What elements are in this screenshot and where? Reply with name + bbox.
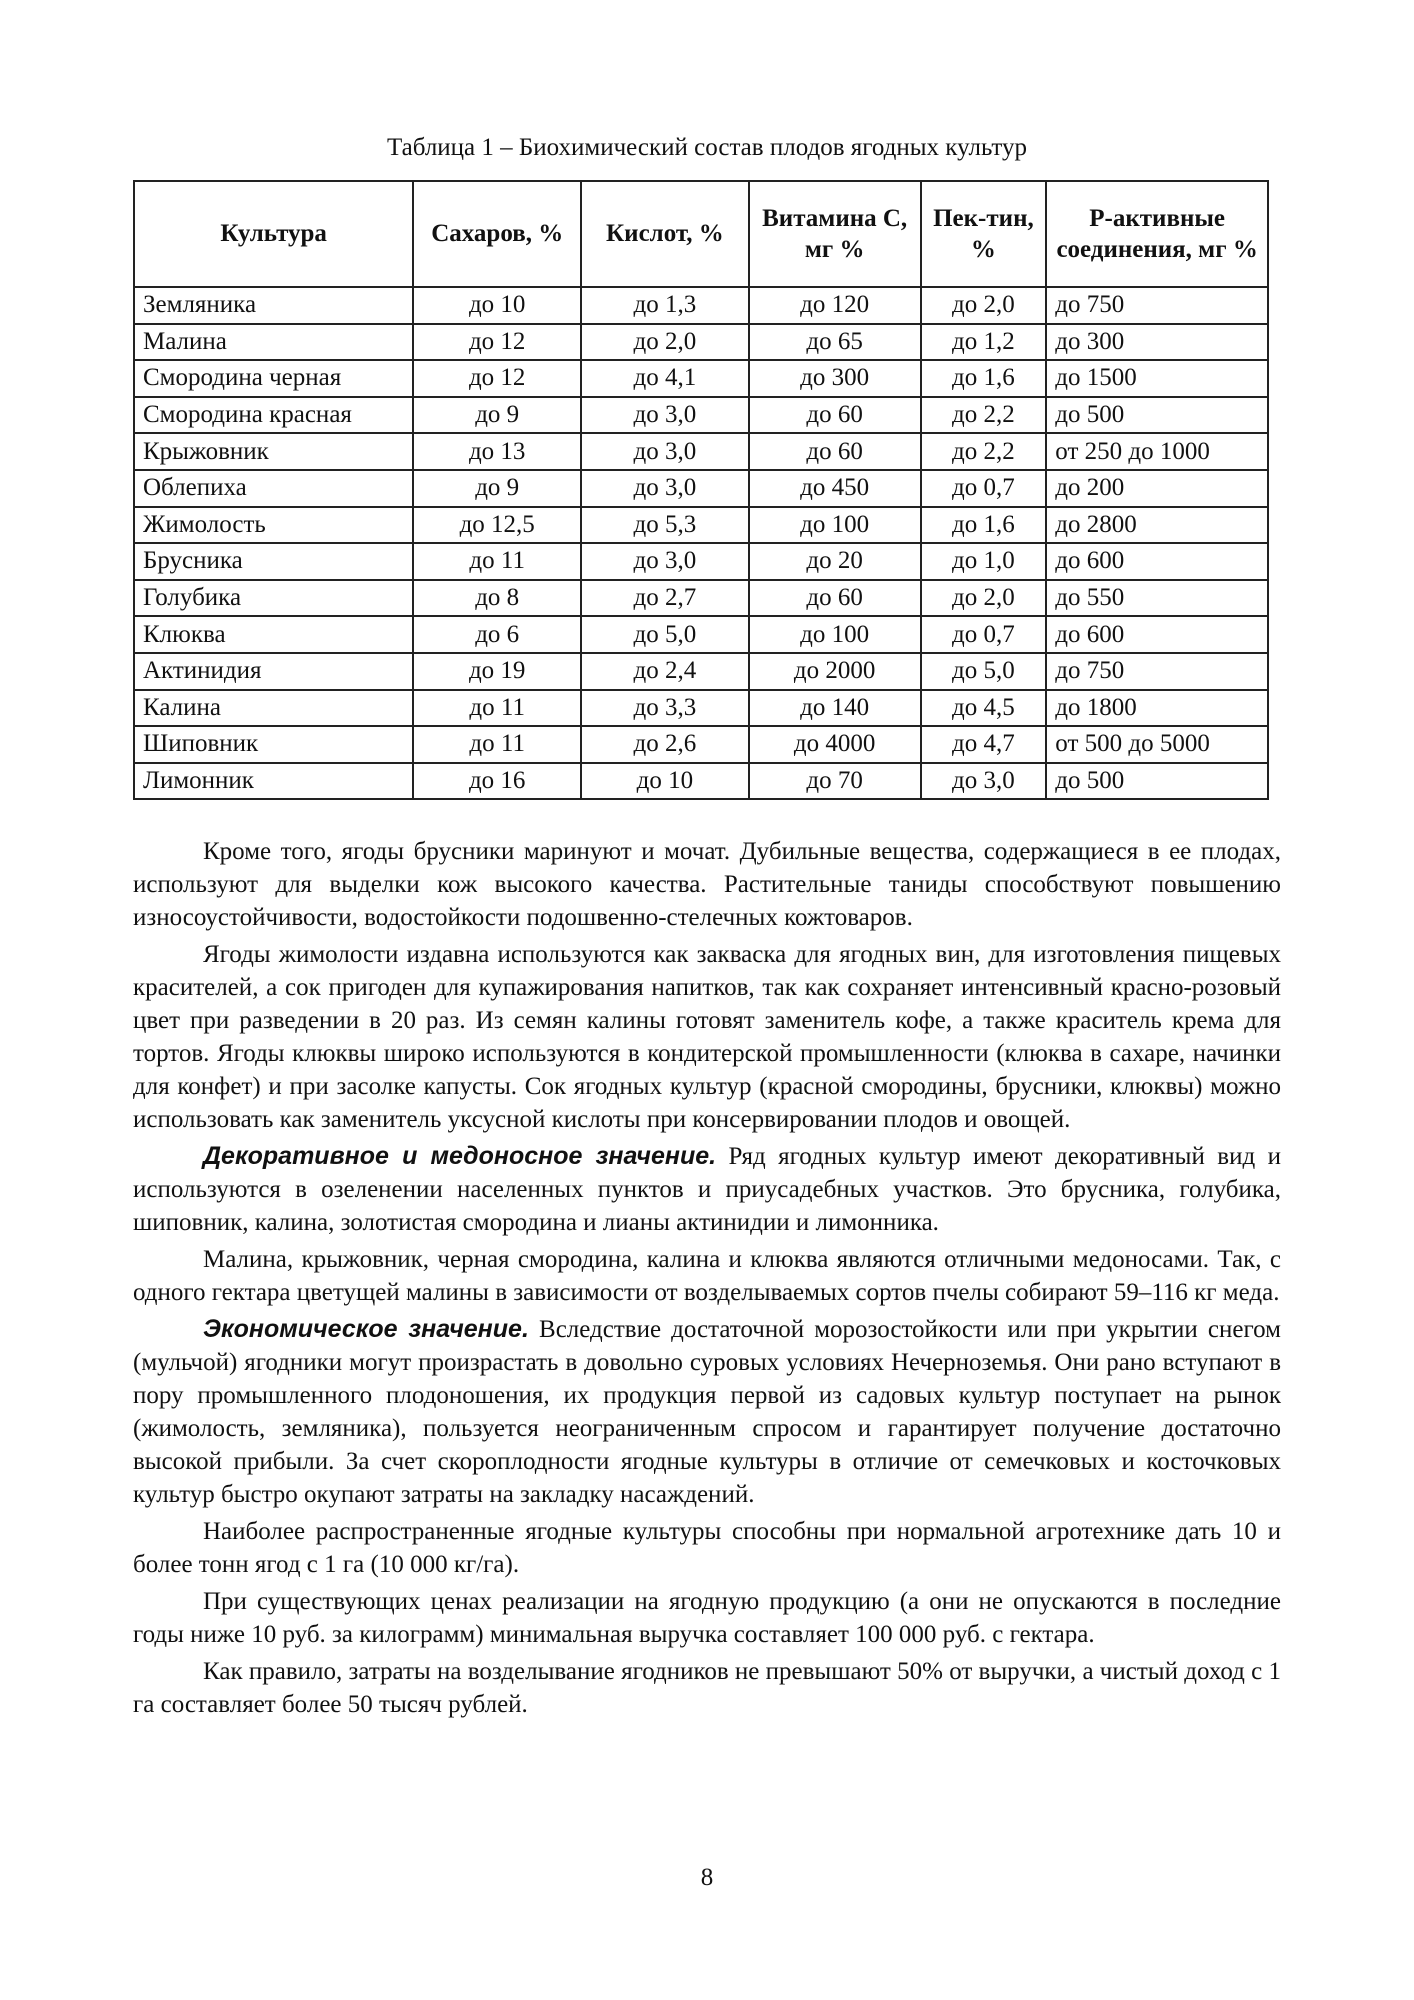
cell-vitamin-c: до 65 [749,324,921,361]
paragraph [133,1140,1281,1239]
cell-pectin: до 1,0 [921,543,1047,580]
section-heading-economic: Экономическое значение. [203,1315,529,1343]
cell-sugars: до 10 [413,287,581,324]
paragraph-text: Кроме того, ягоды брусники маринуют и мочат. Дубильные вещества, содержащиеся в ее плодах, используют для выделки кож высокого качества. Растительные таниды способствуют повышению износоустойчивости, водостойкости подошвенно-стелечных кожтоваров. [133,838,1281,931]
table-row [134,653,1268,690]
paragraph-text: Ягоды жимолости издавна используются как закваска для ягодных вин, для изготовления пищевых красителей, а сок пригоден для купажирования напитков, так как сохраняет интенсивный красно-розовый цвет при разведении в 20 раз. Из семян калины готовят заменитель кофе, а также краситель крема для тортов. Ягоды клюквы широко используются в кондитерской промышленности (клюква в сахаре, начинки для конфет) и при засолке капусты. Сок ягодных культур (красной смородины, брусники, клюквы) можно использовать как заменитель уксусной кислоты при консервировании плодов и овощей. [133,941,1281,1133]
cell-vitamin-c: до 70 [749,763,921,800]
cell-p-active: до 600 [1046,616,1268,653]
biochem-table [133,180,1269,800]
cell-acids: до 2,6 [581,726,749,763]
header-culture: Культура [134,181,413,287]
cell-acids: до 2,7 [581,580,749,617]
paragraph [133,1585,1281,1651]
cell-pectin: до 1,2 [921,324,1047,361]
cell-pectin: до 5,0 [921,653,1047,690]
cell-sugars: до 12 [413,324,581,361]
cell-culture: Жимолость [134,507,413,544]
table-row [134,397,1268,434]
cell-p-active: до 300 [1046,324,1268,361]
cell-sugars: до 11 [413,726,581,763]
cell-sugars: до 9 [413,470,581,507]
cell-acids: до 3,0 [581,397,749,434]
cell-sugars: до 12,5 [413,507,581,544]
cell-pectin: до 2,2 [921,397,1047,434]
cell-pectin: до 1,6 [921,507,1047,544]
table-row [134,470,1268,507]
cell-culture: Лимонник [134,763,413,800]
cell-sugars: до 13 [413,433,581,470]
cell-pectin: до 2,2 [921,433,1047,470]
cell-p-active: до 1500 [1046,360,1268,397]
cell-culture: Брусника [134,543,413,580]
table-row [134,543,1268,580]
header-p-active: Р-активные соединения, мг % [1046,181,1268,287]
cell-vitamin-c: до 60 [749,397,921,434]
cell-acids: до 1,3 [581,287,749,324]
paragraph [133,938,1281,1136]
cell-acids: до 5,0 [581,616,749,653]
header-sugars: Сахаров, % [413,181,581,287]
paragraph [133,1243,1281,1309]
cell-vitamin-c: до 140 [749,690,921,727]
cell-culture: Актинидия [134,653,413,690]
cell-sugars: до 9 [413,397,581,434]
paragraph-text: Как правило, затраты на возделывание ягодников не превышают 50% от выручки, а чистый доход с 1 га составляет более 50 тысяч рублей. [133,1658,1281,1718]
cell-pectin: до 0,7 [921,616,1047,653]
section-heading-decorative: Декоративное и медоносное значение. [203,1142,717,1170]
cell-pectin: до 3,0 [921,763,1047,800]
cell-p-active: до 550 [1046,580,1268,617]
table-header-row [134,181,1268,287]
table-row [134,433,1268,470]
cell-p-active: до 500 [1046,397,1268,434]
cell-vitamin-c: до 60 [749,433,921,470]
paragraph-text: Малина, крыжовник, черная смородина, калина и клюква являются отличными медоносами. Так, с одного гектара цветущей малины в зависимости от возделываемых сортов пчелы собирают 59–116 кг меда. [133,1246,1281,1306]
table-row [134,507,1268,544]
cell-culture: Калина [134,690,413,727]
paragraph-text: При существующих ценах реализации на ягодную продукцию (а они не опускаются в последние годы ниже 10 руб. за килограмм) минимальная выручка составляет 100 000 руб. с гектара. [133,1588,1281,1648]
header-acids: Кислот, % [581,181,749,287]
paragraph-text: Ряд ягодных культур имеют декоративный вид и используются в озеленении населенных пунктов и приусадебных участков. Это брусника, голубика, шиповник, калина, золотистая смородина и лианы актинидии и лимонника. [133,1143,1281,1236]
table-row [134,726,1268,763]
cell-culture: Клюква [134,616,413,653]
cell-pectin: до 2,0 [921,287,1047,324]
cell-vitamin-c: до 450 [749,470,921,507]
cell-culture: Голубика [134,580,413,617]
cell-sugars: до 11 [413,690,581,727]
cell-p-active: от 250 до 1000 [1046,433,1268,470]
cell-vitamin-c: до 20 [749,543,921,580]
cell-sugars: до 12 [413,360,581,397]
paragraph-text: Наиболее распространенные ягодные культуры способны при нормальной агротехнике дать 10 и более тонн ягод с 1 га (10 000 кг/га). [133,1518,1281,1578]
cell-p-active: до 2800 [1046,507,1268,544]
cell-acids: до 10 [581,763,749,800]
cell-p-active: до 500 [1046,763,1268,800]
cell-p-active: до 750 [1046,287,1268,324]
cell-pectin: до 0,7 [921,470,1047,507]
cell-acids: до 5,3 [581,507,749,544]
cell-p-active: от 500 до 5000 [1046,726,1268,763]
body-text [133,835,1281,1725]
cell-acids: до 2,4 [581,653,749,690]
cell-p-active: до 750 [1046,653,1268,690]
cell-acids: до 3,0 [581,433,749,470]
cell-acids: до 3,0 [581,543,749,580]
cell-culture: Земляника [134,287,413,324]
cell-culture: Шиповник [134,726,413,763]
cell-pectin: до 1,6 [921,360,1047,397]
cell-sugars: до 6 [413,616,581,653]
page-number: 8 [700,1864,714,1891]
paragraph [133,1515,1281,1581]
table-row [134,763,1268,800]
cell-acids: до 2,0 [581,324,749,361]
cell-acids: до 3,3 [581,690,749,727]
table-row [134,324,1268,361]
table-row [134,360,1268,397]
paragraph [133,1313,1281,1511]
cell-vitamin-c: до 4000 [749,726,921,763]
cell-culture: Крыжовник [134,433,413,470]
cell-culture: Малина [134,324,413,361]
cell-acids: до 4,1 [581,360,749,397]
table-row [134,616,1268,653]
paragraph [133,835,1281,934]
cell-vitamin-c: до 100 [749,616,921,653]
cell-culture: Смородина красная [134,397,413,434]
table-row [134,287,1268,324]
cell-vitamin-c: до 100 [749,507,921,544]
header-pectin: Пек-тин, % [921,181,1047,287]
cell-culture: Смородина черная [134,360,413,397]
cell-p-active: до 1800 [1046,690,1268,727]
cell-culture: Облепиха [134,470,413,507]
cell-pectin: до 2,0 [921,580,1047,617]
cell-pectin: до 4,5 [921,690,1047,727]
cell-sugars: до 11 [413,543,581,580]
cell-vitamin-c: до 300 [749,360,921,397]
cell-sugars: до 16 [413,763,581,800]
cell-sugars: до 19 [413,653,581,690]
header-vitamin-c: Витамина С, мг % [749,181,921,287]
cell-vitamin-c: до 2000 [749,653,921,690]
cell-vitamin-c: до 60 [749,580,921,617]
table-row [134,690,1268,727]
table-caption: Таблица 1 – Биохимический состав плодов ягодных культур [386,134,1028,161]
table-row [134,580,1268,617]
cell-sugars: до 8 [413,580,581,617]
cell-acids: до 3,0 [581,470,749,507]
cell-p-active: до 200 [1046,470,1268,507]
cell-p-active: до 600 [1046,543,1268,580]
paragraph [133,1655,1281,1721]
paragraph-text: Вследствие достаточной морозостойкости или при укрытии снегом (мульчой) ягодники могут произрастать в довольно суровых условиях Нечерноземья. Они рано вступают в пору промышленного плодоношения, их продукция первой из садовых культур поступает на рынок (жимолость, земляника), пользуется неограниченным спросом и гарантирует получение достаточно высокой прибыли. За счет скороплодности ягодные культуры в отличие от семечковых и косточковых культур быстро окупают затраты на закладку насаждений. [133,1316,1281,1508]
cell-vitamin-c: до 120 [749,287,921,324]
cell-pectin: до 4,7 [921,726,1047,763]
